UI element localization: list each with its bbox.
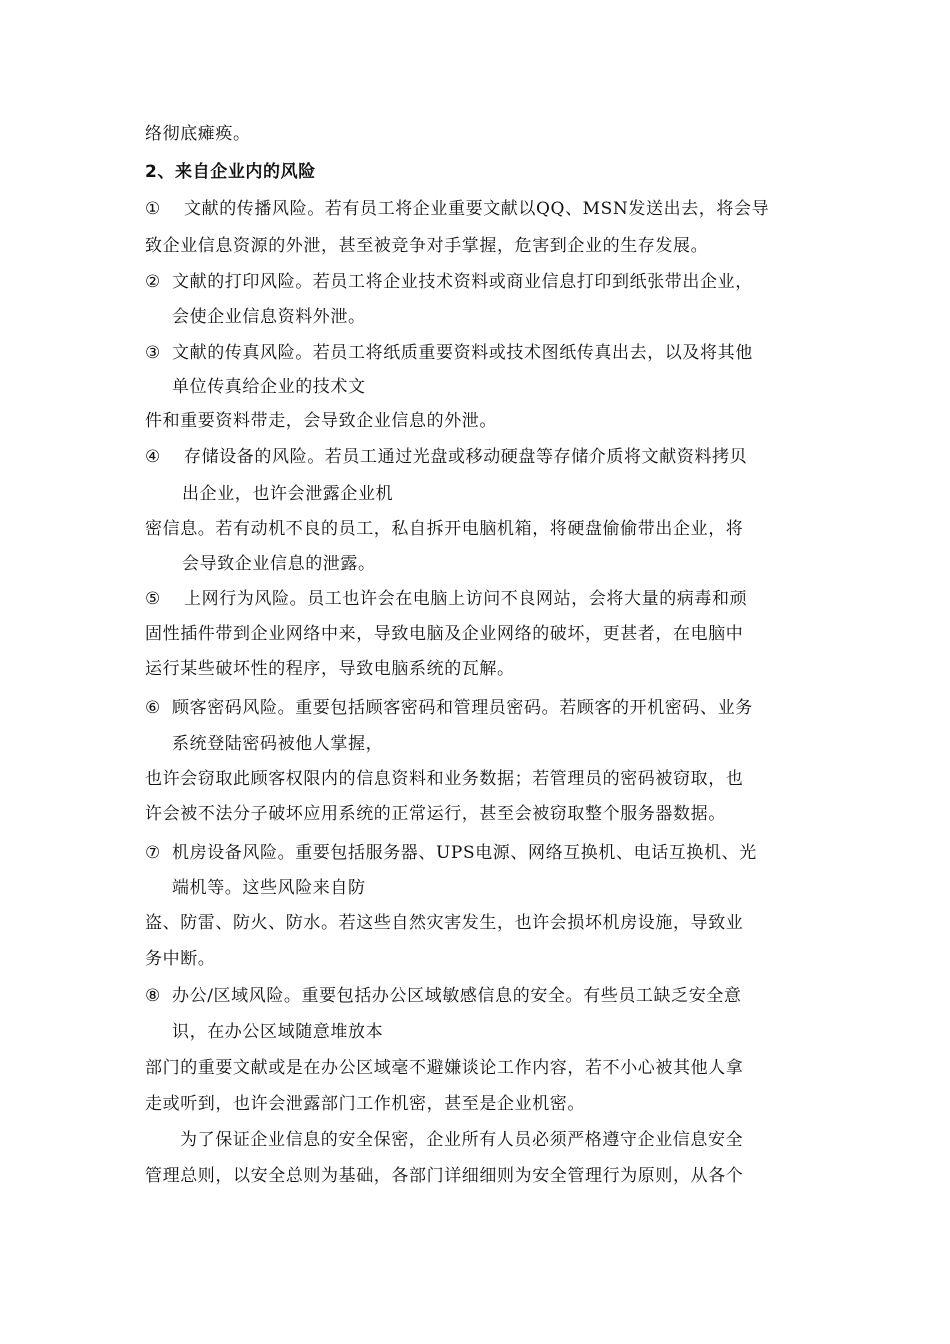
paragraph-line: 单位传真给企业的技术文 [172, 377, 366, 397]
paragraph-line: 存储设备的风险。若员工通过光盘或移动硬盘等存储介质将文献资料拷贝 [184, 447, 748, 467]
paragraph-line: 络彻底瘫痪。 [145, 124, 251, 144]
list-marker-6: ⑥ [145, 698, 161, 718]
paragraph-line: 盗、防雷、防火、防水。若这些自然灾害发生，也许会损坏机房设施，导致业 [145, 913, 744, 933]
paragraph-line: 许会被不法分子破坏应用系统的正常运行，甚至会被窃取整个服务器数据。 [145, 804, 726, 824]
paragraph-line: 会使企业信息资料外泄。 [172, 307, 366, 327]
paragraph-line: 系统登陆密码被他人掌握， [172, 734, 384, 754]
paragraph-line: 也许会窃取此顾客权限内的信息资料和业务数据；若管理员的密码被窃取，也 [145, 769, 744, 789]
paragraph-line: 端机等。这些风险来自防 [172, 878, 366, 898]
list-marker-5: ⑤ [145, 589, 161, 609]
paragraph-line: 为了保证企业信息的安全保密，企业所有人员必须严格遵守企业信息安全 [180, 1130, 744, 1150]
paragraph-line: 务中断。 [145, 949, 216, 969]
paragraph-line: 出企业，也许会泄露企业机 [182, 484, 394, 504]
list-marker-3: ③ [145, 343, 161, 363]
paragraph-line: 文献的传真风险。若员工将纸质重要资料或技术图纸传真出去，以及将其他 [172, 343, 753, 363]
paragraph-line: 办公/区域风险。重要包括办公区域敏感信息的安全。有些员工缺乏安全意 [172, 986, 742, 1006]
list-marker-1: ① [145, 199, 161, 219]
paragraph-line: 文献的打印风险。若员工将企业技术资料或商业信息打印到纸张带出企业， [172, 272, 753, 292]
list-marker-8: ⑧ [145, 986, 161, 1006]
list-marker-2: ② [145, 272, 161, 292]
paragraph-line: 会导致企业信息的泄露。 [182, 554, 376, 574]
paragraph-line: 密信息。若有动机不良的员工，私自拆开电脑机箱，将硬盘偷偷带出企业，将 [145, 519, 744, 539]
paragraph-line: 致企业信息资源的外泄，甚至被竞争对手掌握，危害到企业的生存发展。 [145, 236, 709, 256]
list-marker-7: ⑦ [145, 843, 161, 863]
paragraph-line: 固性插件带到企业网络中来，导致电脑及企业网络的破坏，更甚者，在电脑中 [145, 624, 744, 644]
list-marker-4: ④ [145, 447, 161, 467]
paragraph-line: 管理总则，以安全总则为基础，各部门详细细则为安全管理行为原则，从各个 [145, 1166, 744, 1186]
paragraph-line: 运行某些破坏性的程序，导致电脑系统的瓦解。 [145, 659, 515, 679]
section-heading: 2、来自企业内的风险 [145, 162, 316, 182]
paragraph-line: 机房设备风险。重要包括服务器、UPS电源、网络互换机、电话互换机、光 [172, 843, 757, 863]
paragraph-line: 识，在办公区域随意堆放本 [172, 1022, 384, 1042]
paragraph-line: 顾客密码风险。重要包括顾客密码和管理员密码。若顾客的开机密码、业务 [172, 698, 753, 718]
paragraph-line: 走或听到，也许会泄露部门工作机密，甚至是企业机密。 [145, 1094, 585, 1114]
paragraph-line: 件和重要资料带走，会导致企业信息的外泄。 [145, 411, 497, 431]
paragraph-line: 上网行为风险。员工也许会在电脑上访问不良网站，会将大量的病毒和顽 [184, 589, 748, 609]
paragraph-line: 文献的传播风险。若有员工将企业重要文献以QQ、MSN发送出去，将会导 [184, 199, 770, 219]
paragraph-line: 部门的重要文献或是在办公区域毫不避嫌谈论工作内容，若不小心被其他人拿 [145, 1058, 744, 1078]
